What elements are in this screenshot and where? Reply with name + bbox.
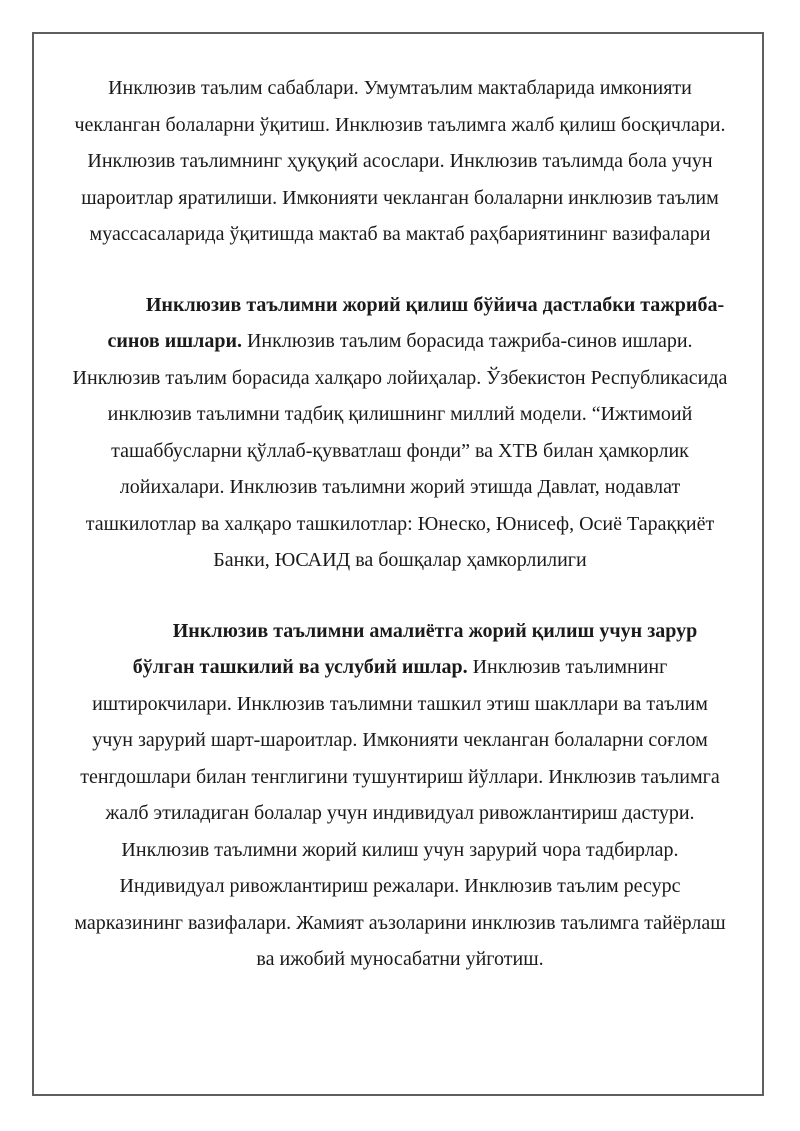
paragraph-organizational-text: Инклюзив таълимнинг иштирокчилари. Инклюзив таълимни ташкил этиш шакллари ва таълим учун зарурий шарт-шароитлар. Имконияти чекланган болаларни соғлом тенгдошлари билан тенглигини тушунтириш йўллари. Инклюзив таълимга жалб этиладиган болалар учун индивидуал ривожлантириш дастури. Инклюзив таълимни жорий килиш учун зарурий чора тадбирлар. Индивидуал ривожлантириш режалари. Инклюзив таълим ресурс марказининг вазифалари. Жамият аъзоларини инклюзив таълимга тайёрлаш ва ижобий муносабатни уйготиш. bbox=[74, 656, 726, 970]
paragraph-pilot-work bbox=[70, 287, 730, 579]
paragraph-intro-text: Инклюзив таълим сабаблари. Умумтаълим мактабларида имконияти чекланган болаларни ўқитиш. Инклюзив таълимга жалб қилиш босқичлари. Инклюзив таълимнинг ҳуқуқий асослари. Инклюзив таълимда бола учун шароитлар яратилиши. Имконияти чекланган болаларни инклюзив таълим муассасаларида ўқитишда мактаб ва мактаб раҳбариятининг вазифалари bbox=[74, 77, 726, 245]
paragraph-organizational-heading: Инклюзив таълимни амалиётга жорий қилиш учун зарур бўлган ташкилий ва услубий ишлар. bbox=[132, 619, 698, 678]
paragraph-pilot-heading: Инклюзив таълимни жорий қилиш бўйича дастлабки тажриба-синов ишлари. bbox=[107, 293, 725, 352]
paragraph-intro bbox=[70, 70, 730, 253]
paragraph-pilot-text: Инклюзив таълим борасида тажриба-синов ишлари. Инклюзив таълим борасида халқаро лойиҳалар. Ўзбекистон Республикасида инклюзив таълимни тадбиқ қилишнинг миллий модели. “Ижтимоий ташаббусларни қўллаб-қувватлаш фонди” ва ХТВ билан ҳамкорлик лойихалари. Инклюзив таълимни жорий этишда Давлат, нодавлат ташкилотлар ва халқаро ташкилотлар: Юнеско, Юнисеф, Осиё Тараққиёт Банки, ЮСАИД ва бошқалар ҳамкорлилиги bbox=[72, 330, 728, 571]
document-body bbox=[70, 70, 730, 978]
paragraph-organizational-work bbox=[70, 613, 730, 978]
